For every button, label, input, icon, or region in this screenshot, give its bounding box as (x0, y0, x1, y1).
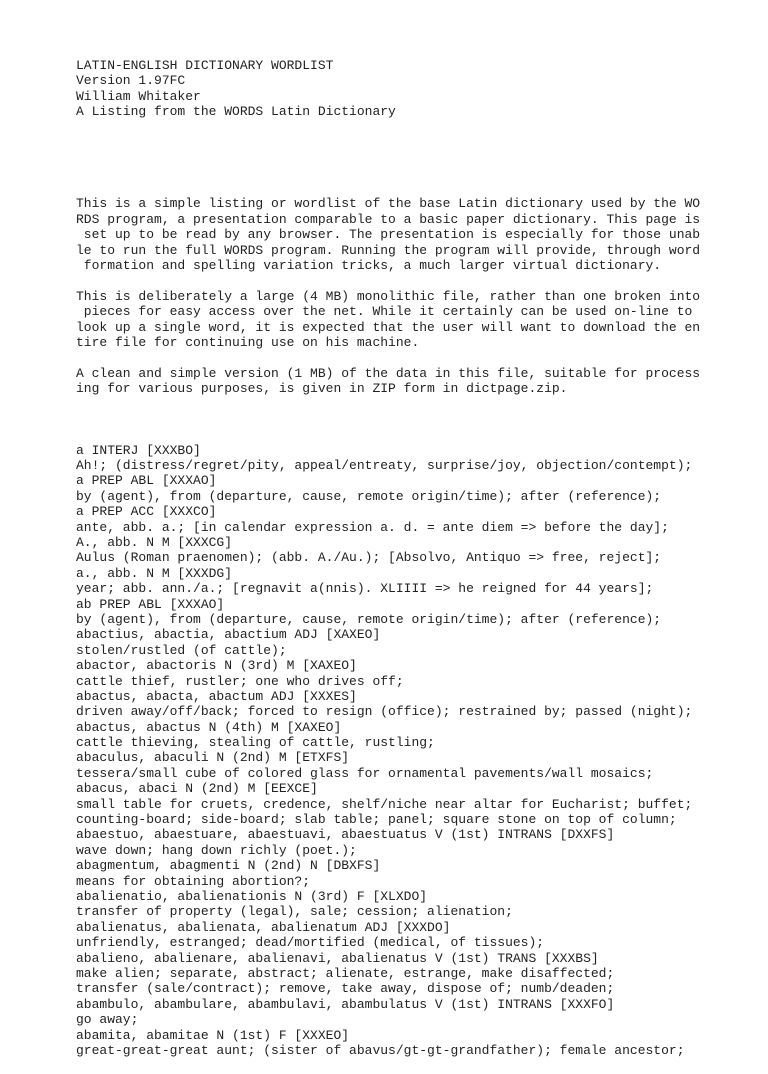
entry-line: Ah!; (distress/regret/pity, appeal/entreaty, surprise/joy, objection/contempt); (76, 458, 693, 474)
entry-line: cattle thief, rustler; one who drives off; (76, 673, 404, 689)
paragraph-line: le to run the full WORDS program. Running the program will provide, through word (76, 242, 701, 258)
paragraph-line: ing for various purposes, is given in ZIP form in dictpage.zip. (76, 381, 568, 397)
entry-line: abambulo, abambulare, abambulavi, abambulatus V (1st) INTRANS [XXXFO] (76, 996, 615, 1012)
intro-paragraph (76, 196, 756, 273)
paragraph-line: RDS program, a presentation comparable to a basic paper dictionary. This page is (76, 211, 701, 227)
entry-line: ante, abb. a.; [in calendar expression a. d. = ante diem => before the day]; (76, 519, 669, 535)
entry-line: abactor, abactoris N (3rd) M [XAXEO] (76, 658, 357, 674)
entry-line: abagmentum, abagmenti N (2nd) N [DBXFS] (76, 858, 381, 874)
spacer (76, 150, 756, 165)
entry-line: small table for cruets, credence, shelf/niche near altar for Eucharist; buffet; (76, 796, 693, 812)
wordlist-document (76, 27, 756, 1074)
entry-line: abactus, abactus N (4th) M [XAXEO] (76, 719, 342, 735)
header-line: William Whitaker (76, 88, 201, 104)
entry-line: a INTERJ [XXXBO] (76, 442, 201, 458)
entry-line: A., abb. N M [XXXCG] (76, 535, 233, 551)
introduction (76, 196, 756, 411)
header-line: A Listing from the WORDS Latin Dictionary (76, 103, 396, 119)
entry-line: wave down; hang down richly (poet.); (76, 842, 357, 858)
paragraph-line: This is deliberately a large (4 MB) monolithic file, rather than one broken into (76, 288, 701, 304)
paragraph-line: look up a single word, it is expected that the user will want to download the en (76, 319, 701, 335)
intro-paragraph (76, 366, 756, 397)
entry-line: counting-board; side-board; slab table; panel; square stone on top of column; (76, 812, 677, 828)
paragraph-line: pieces for easy access over the net. While it certainly can be used on-line to (76, 304, 693, 320)
entry-line: abactius, abactia, abactium ADJ [XAXEO] (76, 627, 381, 643)
entry-line: by (agent), from (departure, cause, remote origin/time); after (reference); (76, 488, 662, 504)
paragraph-line: formation and spelling variation tricks, a much larger virtual dictionary. (76, 257, 662, 273)
entry-line: abactus, abacta, abactum ADJ [XXXES] (76, 688, 357, 704)
entry-line: cattle thieving, stealing of cattle, rustling; (76, 735, 435, 751)
spacer (76, 273, 756, 288)
entry-line: abaestuo, abaestuare, abaestuavi, abaestuatus V (1st) INTRANS [DXXFS] (76, 827, 615, 843)
entry-line: transfer of property (legal), sale; cession; alienation; (76, 904, 513, 920)
spacer (76, 350, 756, 365)
entry-line: unfriendly, estranged; dead/mortified (medical, of tissues); (76, 935, 545, 951)
entry-line: abalieno, abalienare, abalienavi, abalienatus V (1st) TRANS [XXXBS] (76, 950, 599, 966)
entry-line: abamita, abamitae N (1st) F [XXXEO] (76, 1027, 350, 1043)
entry-line: a PREP ABL [XXXAO] (76, 473, 217, 489)
entry-line: abalienatus, abalienata, abalienatum ADJ [XXXDO] (76, 919, 451, 935)
entry-line: stolen/rustled (of cattle); (76, 642, 287, 658)
entry-line: make alien; separate, abstract; alienate, estrange, make disaffected; (76, 965, 615, 981)
entry-line: ab PREP ABL [XXXAO] (76, 596, 225, 612)
entry-line: transfer (sale/contract); remove, take away, dispose of; numb/deaden; (76, 981, 615, 997)
paragraph-line: tire file for continuing use on his machine. (76, 334, 420, 350)
entry-line: go away; (76, 1012, 139, 1028)
entry-line: driven away/off/back; forced to resign (office); restrained by; passed (night); (76, 704, 693, 720)
dictionary-entries (76, 443, 756, 1059)
paragraph-line: set up to be read by any browser. The presentation is especially for those unab (76, 227, 701, 243)
entry-line: a., abb. N M [XXXDG] (76, 565, 233, 581)
intro-paragraph (76, 289, 756, 351)
entry-line: tessera/small cube of colored glass for ornamental pavements/wall mosaics; (76, 765, 654, 781)
header-line: LATIN-ENGLISH DICTIONARY WORDLIST (76, 57, 334, 73)
entry-line: means for obtaining abortion?; (76, 873, 311, 889)
entry-line: great-great-great aunt; (sister of abavus/gt-gt-grandfather); female ancestor; (76, 1042, 685, 1058)
document-header (76, 58, 756, 120)
entry-line: by (agent), from (departure, cause, remote origin/time); after (reference); (76, 611, 662, 627)
paragraph-line: This is a simple listing or wordlist of the base Latin dictionary used by the WO (76, 196, 701, 212)
entry-line: year; abb. ann./a.; [regnavit a(nnis). XLIIII => he reigned for 44 years]; (76, 581, 654, 597)
entry-line: Aulus (Roman praenomen); (abb. A./Au.); [Absolvo, Antiquo => free, reject]; (76, 550, 662, 566)
entry-line: abalienatio, abalienationis N (3rd) F [XLXDO] (76, 889, 428, 904)
entry-line: a PREP ACC [XXXCO] (76, 504, 217, 520)
header-line: Version 1.97FC (76, 73, 186, 89)
paragraph-line: A clean and simple version (1 MB) of the data in this file, suitable for process (76, 365, 701, 381)
entry-line: abaculus, abaculi N (2nd) M [ETXFS] (76, 750, 350, 766)
spacer (76, 396, 756, 411)
entry-line: abacus, abaci N (2nd) M [EEXCE] (76, 781, 318, 797)
